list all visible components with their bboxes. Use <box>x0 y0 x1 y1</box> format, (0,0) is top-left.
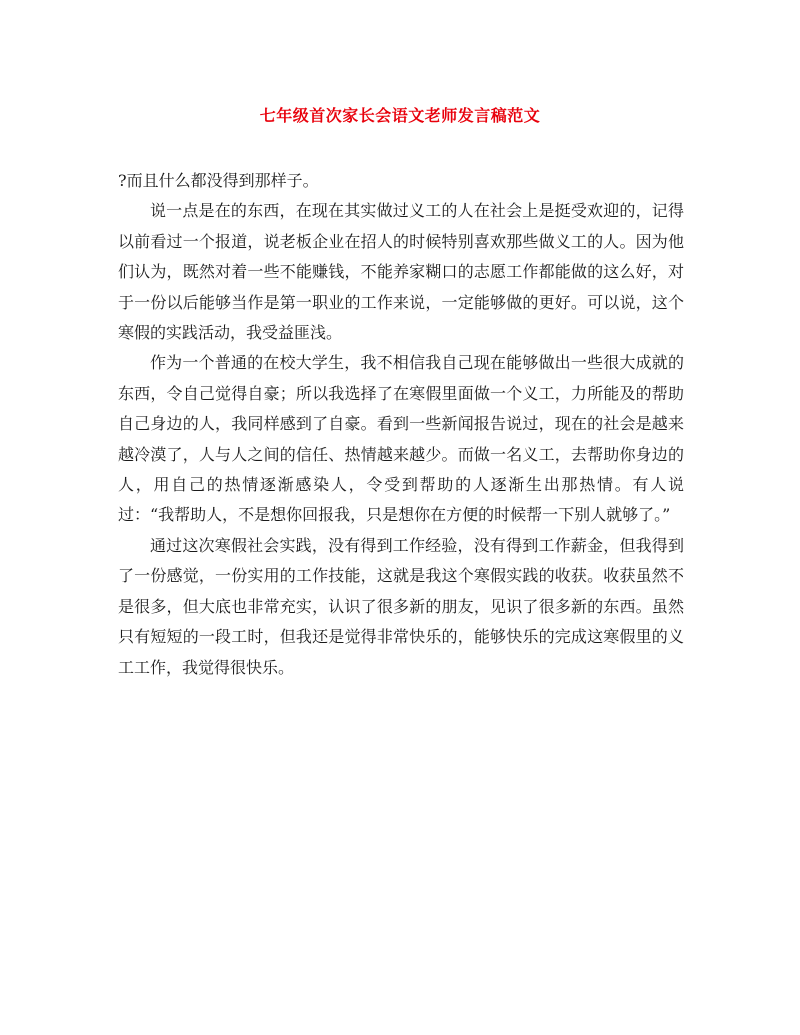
paragraph-conclusion: 通过这次寒假社会实践，没有得到工作经验，没有得到工作薪金，但我得到了一份感觉，一份实用的工作技能，这就是我这个寒假实践的收获。收获虽然不是很多，但大底也非常充实，认识了很多新的朋友，见识了很多新的东西。虽然只有短短的一段工时，但我还是觉得非常快乐的，能够快乐的完成这寒假里的义工工作，我觉得很快乐。 <box>118 535 684 677</box>
document-title: 七年级首次家长会语文老师发言稿范文 <box>259 106 541 125</box>
paragraph-continuation: ?而且什么都没得到那样子。 <box>118 171 319 190</box>
paragraph-volunteer-value: 说一点是在的东西，在现在其实做过义工的人在社会上是挺受欢迎的，记得以前看过一个报道，说老板企业在招人的时候特别喜欢那些做义工的人。因为他们认为，既然对着一些不能赚钱，不能养家糊口的志愿工作都能做的这么好，对于一份以后能够当作是第一职业的工作来说，一定能够做的更好。可以说，这个寒假的实践活动，我受益匪浅。 <box>118 201 684 343</box>
paragraph-student-pride: 作为一个普通的在校大学生，我不相信我自己现在能够做出一些很大成就的东西，令自己觉得自豪；所以我选择了在寒假里面做一个义工，力所能及的帮助自己身边的人，我同样感到了自豪。看到一些新闻报告说过，现在的社会是越来越冷漠了，人与人之间的信任、热情越来越少。而做一名义工，去帮助你身边的人，用自己的热情逐渐感染人，令受到帮助的人逐渐生出那热情。有人说过：“我帮助人，不是想你回报我，只是想你在方便的时候帮一下别人就够了。” <box>118 353 684 525</box>
document-body <box>118 166 684 683</box>
